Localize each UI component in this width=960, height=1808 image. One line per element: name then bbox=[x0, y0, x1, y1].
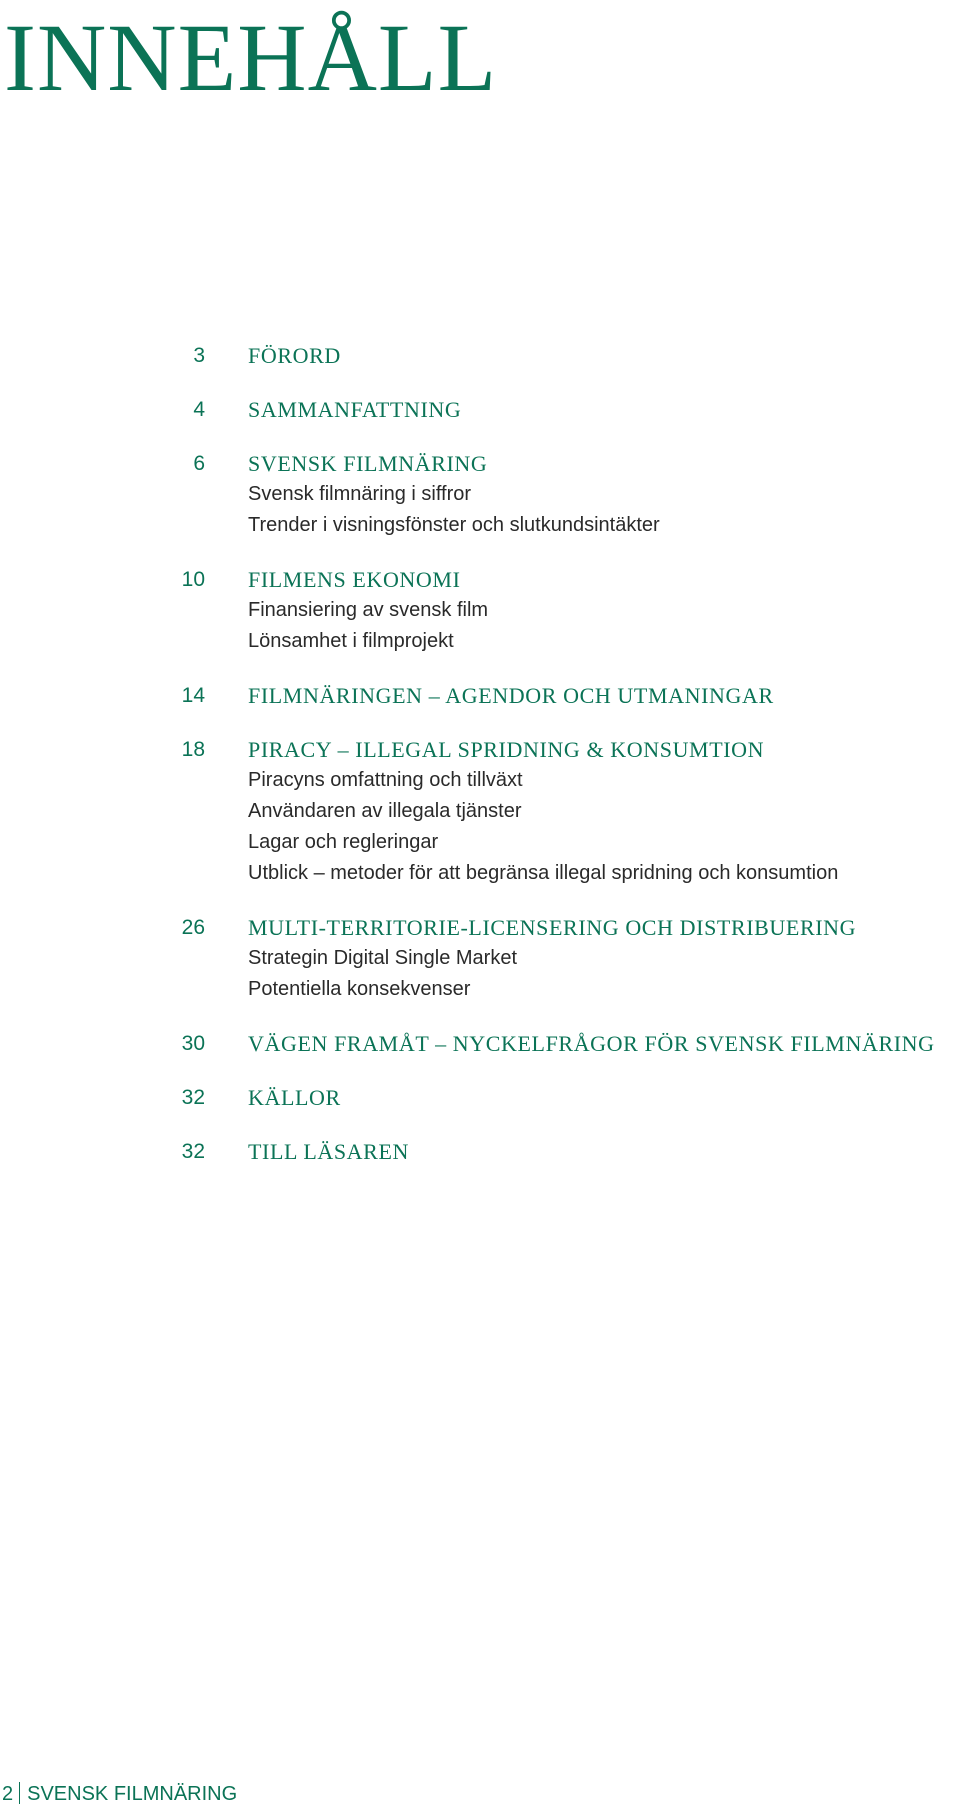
footer-page-number: 2 bbox=[2, 1783, 14, 1805]
toc-entry-body bbox=[248, 1082, 341, 1113]
toc-entry-body bbox=[248, 734, 838, 889]
toc-heading[interactable]: SVENSK FILMNÄRING bbox=[248, 451, 488, 476]
toc-page-number: 3 bbox=[193, 344, 205, 367]
toc-heading[interactable]: FÖRORD bbox=[248, 343, 341, 368]
toc-subheading[interactable]: Svensk filmnäring i siffror bbox=[248, 483, 472, 505]
toc-subheading[interactable]: Piracyns omfattning och tillväxt bbox=[248, 769, 523, 791]
toc-subheading[interactable]: Lagar och regleringar bbox=[248, 831, 439, 853]
toc-heading[interactable]: KÄLLOR bbox=[248, 1085, 341, 1110]
toc-heading[interactable]: VÄGEN FRAMÅT – NYCKELFRÅGOR FÖR SVENSK FILMNÄRING bbox=[248, 1031, 935, 1056]
toc-heading[interactable]: SAMMANFATTNING bbox=[248, 397, 462, 422]
toc-subheading[interactable]: Utblick – metoder för att begränsa illegal spridning och konsumtion bbox=[248, 862, 839, 884]
toc-entry[interactable] bbox=[0, 1028, 960, 1059]
toc-subheading[interactable]: Lönsamhet i filmprojekt bbox=[248, 630, 454, 652]
toc-heading[interactable]: MULTI-TERRITORIE-LICENSERING OCH DISTRIBUERING bbox=[248, 915, 857, 940]
toc-page-number: 6 bbox=[193, 452, 205, 475]
toc-entry[interactable] bbox=[0, 912, 960, 1005]
toc-heading[interactable]: FILMENS EKONOMI bbox=[248, 567, 461, 592]
toc-entry-body bbox=[248, 564, 488, 657]
toc-subheading[interactable]: Finansiering av svensk film bbox=[248, 599, 489, 621]
toc-page-number: 10 bbox=[181, 568, 205, 591]
toc-entry[interactable] bbox=[0, 448, 960, 541]
toc-heading[interactable]: FILMNÄRINGEN – AGENDOR OCH UTMANINGAR bbox=[248, 683, 774, 708]
toc-entry[interactable] bbox=[0, 340, 960, 371]
toc-entry[interactable] bbox=[0, 394, 960, 425]
page-title: INNEHÅLL bbox=[4, 4, 498, 111]
toc-entry-body bbox=[248, 340, 341, 371]
toc-entry-body bbox=[248, 1136, 409, 1167]
toc-page-number: 18 bbox=[181, 738, 205, 761]
toc-page-number: 32 bbox=[181, 1140, 205, 1163]
toc-page-number: 30 bbox=[181, 1032, 205, 1055]
toc-entry[interactable] bbox=[0, 1136, 960, 1167]
table-of-contents bbox=[0, 340, 960, 1167]
toc-entry[interactable] bbox=[0, 1082, 960, 1113]
toc-subheading[interactable]: Potentiella konsekvenser bbox=[248, 978, 471, 1000]
toc-heading[interactable]: TILL LÄSAREN bbox=[248, 1139, 409, 1164]
toc-entry-body bbox=[248, 448, 660, 541]
toc-page-number: 14 bbox=[181, 684, 205, 707]
toc-entry-body bbox=[248, 680, 774, 711]
footer-divider bbox=[19, 1782, 20, 1804]
page-footer bbox=[2, 1782, 237, 1806]
toc-subheading[interactable]: Användaren av illegala tjänster bbox=[248, 800, 522, 822]
toc-entry-body bbox=[248, 394, 461, 425]
toc-subheading[interactable]: Strategin Digital Single Market bbox=[248, 947, 518, 969]
toc-heading[interactable]: PIRACY – ILLEGAL SPRIDNING & KONSUMTION bbox=[248, 737, 765, 762]
toc-page-number: 26 bbox=[181, 916, 205, 939]
toc-entry[interactable] bbox=[0, 680, 960, 711]
toc-entry[interactable] bbox=[0, 734, 960, 889]
toc-entry-body bbox=[248, 1028, 935, 1059]
toc-page-number: 32 bbox=[181, 1086, 205, 1109]
footer-publication: SVENSK FILMNÄRING bbox=[27, 1783, 238, 1805]
toc-entry[interactable] bbox=[0, 564, 960, 657]
toc-page-number: 4 bbox=[193, 398, 205, 421]
toc-subheading[interactable]: Trender i visningsfönster och slutkundsintäkter bbox=[248, 514, 660, 536]
toc-entry-body bbox=[248, 912, 856, 1005]
